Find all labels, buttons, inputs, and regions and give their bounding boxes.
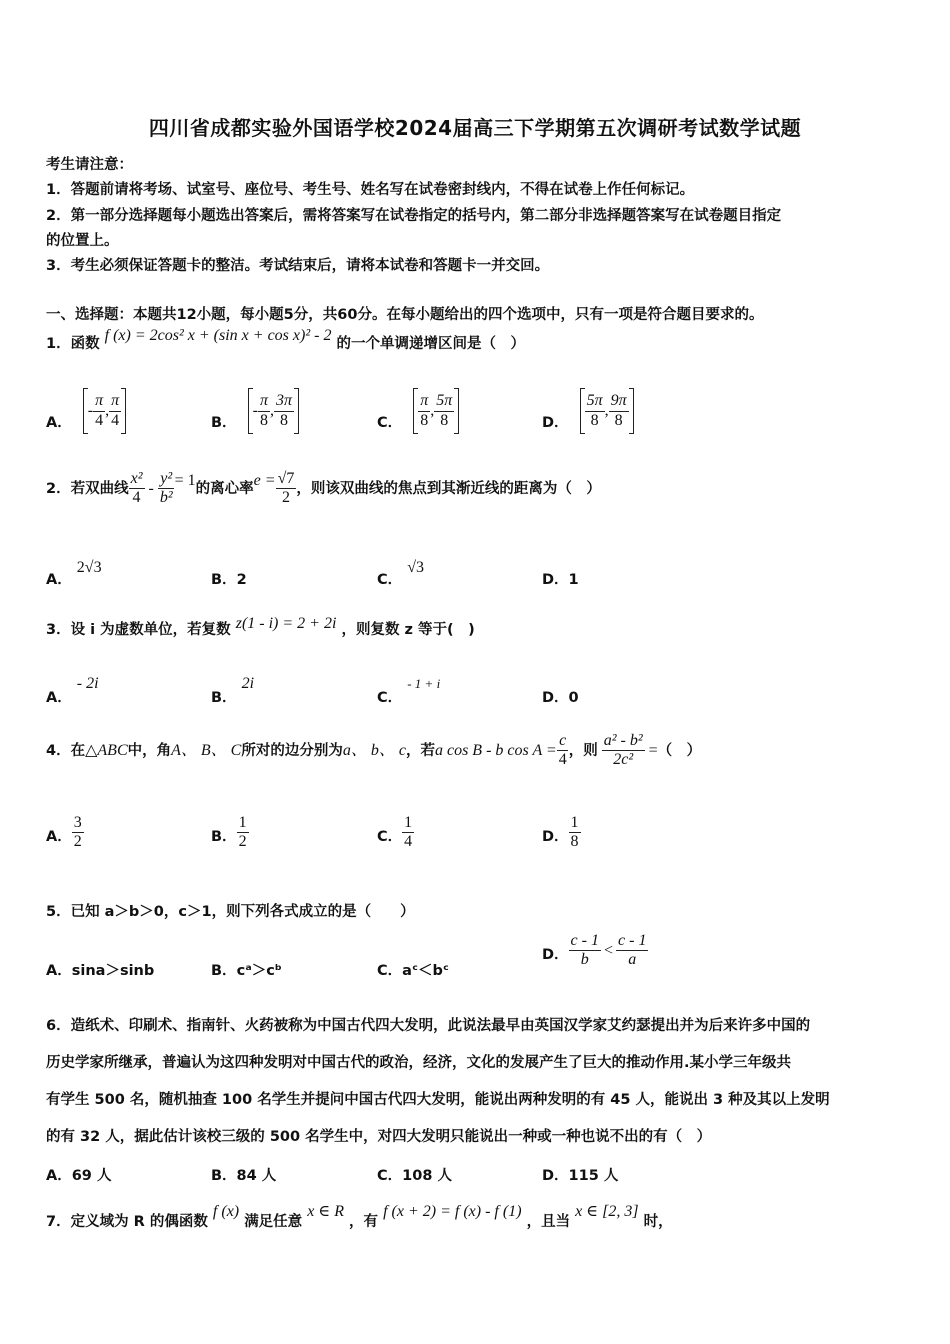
section-heading: 一、选择题：本题共12小题，每小题5分，共60分。在每小题给出的四个选项中，只有一项是符合题目要求的。 [46, 307, 764, 323]
question-1-stem [46, 327, 526, 353]
q2-option-b[interactable]: B．2 [211, 572, 247, 588]
q1-option-a[interactable]: A． - $\frac{\pi}{4}$ , $\frac{\pi}{4}$ [46, 388, 126, 434]
question-4-stem: 4．在△ABC中，角A、 B、 C所对的边分别为a、 b、 c，若a cos B - b cos A = $\frac{c}{4}$ ，则 $\frac{\text{a² - b²}}{\text{2c²}}$ =（ ） [46, 732, 702, 769]
q5-option-a[interactable]: A．sina＞sinb [46, 963, 155, 979]
q5-option-d[interactable]: D． $\frac{c - 1}{b}$ < $\frac{c - 1}{a}$ [542, 932, 647, 969]
notice-item-2-cont: 的位置上。 [46, 233, 119, 249]
q6-option-c[interactable]: C．108 人 [377, 1168, 452, 1184]
q4-option-b[interactable]: B． $\frac{1}{2}$ [211, 814, 247, 851]
question-5-stem: 5．已知 a＞b＞0，c＞1，则下列各式成立的是（ ） [46, 904, 415, 920]
q1-prefix: 1．函数 [46, 336, 100, 352]
notice-item-3: 3．考生必须保证答题卡的整洁。考试结束后，请将本试卷和答题卡一并交回。 [46, 258, 550, 274]
q1-option-d[interactable]: D． $\frac{5\pi}{8}$ , $\frac{9\pi}{8}$ [542, 388, 634, 434]
notice-item-1: 1．答题前请将考场、试室号、座位号、考生号、姓名写在试卷密封线内，不得在试卷上作任何标记。 [46, 182, 695, 198]
notice-item-2: 2．第一部分选择题每小题选出答案后，需将答案写在试卷指定的括号内，第二部分非选择题答案写在试卷题目指定 [46, 208, 782, 224]
q1-formula: f (x) = 2cos² x + (sin x + cos x)² - 2 [104, 327, 332, 344]
q3-option-d[interactable]: D．0 [542, 690, 579, 706]
q4-option-a[interactable]: A． $\frac{3}{2}$ [46, 814, 82, 851]
q5-option-c[interactable]: C．aᶜ＜bᶜ [377, 963, 449, 979]
page-title: 四川省成都实验外国语学校2024届高三下学期第五次调研考试数学试题 [148, 116, 802, 140]
q1-suffix: 的一个单调递增区间是（ ） [336, 336, 526, 352]
q2-option-a[interactable]: A． 2√3 [46, 559, 102, 588]
q1-option-c[interactable]: C． $\frac{\pi}{8}$ , $\frac{5\pi}{8}$ [377, 388, 459, 434]
q4-option-c[interactable]: C． $\frac{1}{4}$ [377, 814, 413, 851]
question-7-stem: 7．定义域为 R 的偶函数 f (x) 满足任意 x ∈ R ，有 f (x + 2) = f (x) - f (1) ，且当 x ∈ [2, 3] 时， [46, 1203, 673, 1230]
question-3-stem: 3．设 i 为虚数单位，若复数 z(1 - i) = 2 + 2i ，则复数 z 等于( ) [46, 615, 475, 638]
q5-option-b[interactable]: B．cᵃ＞cᵇ [211, 963, 282, 979]
q2-option-c[interactable]: C． √3 [377, 559, 424, 588]
q1-option-b[interactable]: B． - $\frac{\pi}{8}$ , $\frac{3\pi}{8}$ [211, 388, 299, 434]
question-6-stem: 6．造纸术、印刷术、指南针、火药被称为中国古代四大发明，此说法最早由英国汉学家艾约瑟提出并为后来许多中国的 历史学家所继承，普遍认为这四种发明对中国古代的政治，经济，文化的发展产生了巨大的推动作用.某小学三年级共 有学生 500 名，随机抽查 100 名学生并提问中国古代四大发明，能说出两种发明的有 45 人，能说出 3 种及其以上发明 的有 32 人，据此估计该校三级的 500 名学生中，对四大发明只能说出一种或一种也说不出的有（ ） [46, 1018, 830, 1145]
q3-option-a[interactable]: A． - 2i [46, 675, 99, 706]
q6-option-d[interactable]: D．115 人 [542, 1168, 619, 1184]
q4-option-d[interactable]: D． $\frac{1}{8}$ [542, 814, 579, 851]
q2-option-d[interactable]: D．1 [542, 572, 579, 588]
notice-heading: 考生请注意： [46, 157, 133, 173]
question-2-stem: 2．若双曲线 $\frac{\text{x²}}{4}$ - $\frac{\text{y²}}{\text{b²}}$ = 1的离心率e = $\frac{√7}{2}$ ，则该双曲线的焦点到其渐近线的距离为（ ） [46, 470, 601, 507]
q6-option-a[interactable]: A．69 人 [46, 1168, 112, 1184]
q6-option-b[interactable]: B．84 人 [211, 1168, 277, 1184]
q3-option-b[interactable]: B． 2i [211, 675, 255, 706]
q3-option-c[interactable]: C． - 1 + i [377, 676, 441, 706]
